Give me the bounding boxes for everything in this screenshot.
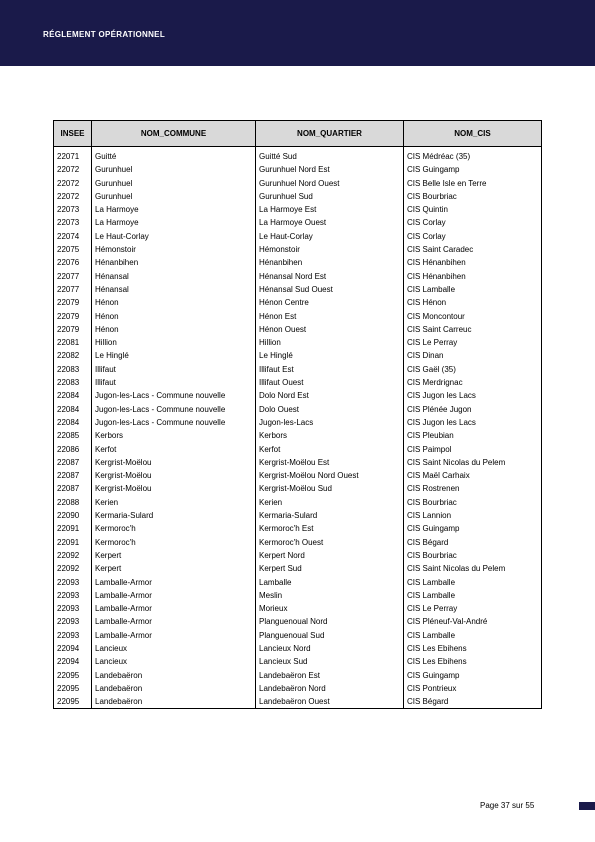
cell-nom-quartier: Morieux <box>256 602 404 615</box>
cell-nom-commune: Hénon <box>92 323 256 336</box>
cell-insee: 22093 <box>54 602 92 615</box>
table-row <box>54 190 542 203</box>
cell-nom-quartier: Guitté Sud <box>256 147 404 164</box>
column-header-nom-cis: NOM_CIS <box>404 121 542 147</box>
table-row <box>54 615 542 628</box>
cell-nom-cis: CIS Le Perray <box>404 602 542 615</box>
cell-nom-commune: Gurunhuel <box>92 177 256 190</box>
cell-nom-commune: Lamballe-Armor <box>92 615 256 628</box>
cell-nom-cis: CIS Hénon <box>404 296 542 309</box>
cell-nom-quartier: Meslin <box>256 589 404 602</box>
cell-nom-commune: Jugon-les-Lacs - Commune nouvelle <box>92 389 256 402</box>
cell-nom-cis: CIS Lamballe <box>404 283 542 296</box>
cell-nom-quartier: Hénansal Sud Ouest <box>256 283 404 296</box>
cell-nom-cis: CIS Hénanbihen <box>404 256 542 269</box>
cell-nom-quartier: Lancieux Sud <box>256 655 404 668</box>
cell-nom-quartier: Hémonstoir <box>256 243 404 256</box>
cell-nom-cis: CIS Pleubian <box>404 429 542 442</box>
cell-nom-quartier: Jugon-les-Lacs <box>256 416 404 429</box>
table-row <box>54 243 542 256</box>
table-row <box>54 230 542 243</box>
cell-insee: 22087 <box>54 469 92 482</box>
cell-insee: 22084 <box>54 416 92 429</box>
cell-nom-commune: Kerpert <box>92 562 256 575</box>
cell-insee: 22086 <box>54 443 92 456</box>
cell-nom-cis: CIS Hénanbihen <box>404 270 542 283</box>
cell-nom-cis: CIS Gaël (35) <box>404 363 542 376</box>
cell-nom-cis: CIS Dinan <box>404 349 542 362</box>
cell-nom-quartier: Landebaëron Nord <box>256 682 404 695</box>
table-row <box>54 456 542 469</box>
cell-nom-cis: CIS Le Perray <box>404 336 542 349</box>
cell-insee: 22076 <box>54 256 92 269</box>
cell-nom-cis: CIS Guingamp <box>404 522 542 535</box>
cell-nom-quartier: Kermoroc'h Ouest <box>256 536 404 549</box>
cell-nom-commune: Illifaut <box>92 376 256 389</box>
cell-nom-cis: CIS Maël Carhaix <box>404 469 542 482</box>
cell-nom-cis: CIS Belle Isle en Terre <box>404 177 542 190</box>
cell-nom-quartier: Lamballe <box>256 576 404 589</box>
cell-insee: 22071 <box>54 147 92 164</box>
cell-nom-quartier: Kermaria-Sulard <box>256 509 404 522</box>
cell-nom-commune: Hénon <box>92 310 256 323</box>
cell-insee: 22088 <box>54 496 92 509</box>
cell-nom-cis: CIS Corlay <box>404 230 542 243</box>
table-row <box>54 642 542 655</box>
cell-insee: 22081 <box>54 336 92 349</box>
table-row <box>54 682 542 695</box>
cell-nom-commune: Illifaut <box>92 363 256 376</box>
column-header-insee: INSEE <box>54 121 92 147</box>
cell-insee: 22075 <box>54 243 92 256</box>
cell-nom-quartier: Kerpert Nord <box>256 549 404 562</box>
cell-nom-quartier: Dolo Nord Est <box>256 389 404 402</box>
table-row <box>54 296 542 309</box>
cell-nom-commune: Kermoroc'h <box>92 536 256 549</box>
table-row <box>54 336 542 349</box>
cell-nom-quartier: Gurunhuel Sud <box>256 190 404 203</box>
cell-nom-quartier: Dolo Ouest <box>256 403 404 416</box>
cell-nom-cis: CIS Jugon les Lacs <box>404 389 542 402</box>
cell-nom-cis: CIS Moncontour <box>404 310 542 323</box>
cell-nom-cis: CIS Quintin <box>404 203 542 216</box>
table-row <box>54 695 542 709</box>
cell-insee: 22093 <box>54 576 92 589</box>
cell-nom-cis: CIS Pléneuf-Val-André <box>404 615 542 628</box>
table-row <box>54 482 542 495</box>
cell-insee: 22093 <box>54 629 92 642</box>
cell-nom-cis: CIS Guingamp <box>404 669 542 682</box>
cell-nom-cis: CIS Jugon les Lacs <box>404 416 542 429</box>
column-header-nom-commune: NOM_COMMUNE <box>92 121 256 147</box>
cell-nom-commune: Hénansal <box>92 283 256 296</box>
cell-nom-commune: Lamballe-Armor <box>92 589 256 602</box>
table-header-row <box>54 121 542 147</box>
table-row <box>54 203 542 216</box>
cell-nom-commune: Gurunhuel <box>92 163 256 176</box>
cell-insee: 22092 <box>54 562 92 575</box>
table-row <box>54 443 542 456</box>
cell-nom-commune: Kermoroc'h <box>92 522 256 535</box>
header-band <box>0 0 595 66</box>
cell-insee: 22090 <box>54 509 92 522</box>
cell-nom-quartier: Kermoroc'h Est <box>256 522 404 535</box>
cell-nom-quartier: Gurunhuel Nord Ouest <box>256 177 404 190</box>
cell-nom-cis: CIS Lamballe <box>404 576 542 589</box>
cell-nom-cis: CIS Lamballe <box>404 629 542 642</box>
cell-nom-commune: Lancieux <box>92 642 256 655</box>
table-row <box>54 469 542 482</box>
cell-nom-cis: CIS Les Ebihens <box>404 642 542 655</box>
cell-nom-commune: La Harmoye <box>92 203 256 216</box>
cell-nom-quartier: Landebaëron Est <box>256 669 404 682</box>
cell-insee: 22091 <box>54 522 92 535</box>
cell-nom-cis: CIS Bégard <box>404 695 542 709</box>
cell-nom-cis: CIS Bourbriac <box>404 190 542 203</box>
cell-insee: 22073 <box>54 203 92 216</box>
table-row <box>54 669 542 682</box>
table-row <box>54 363 542 376</box>
cell-nom-cis: CIS Lamballe <box>404 589 542 602</box>
cell-nom-quartier: Kerien <box>256 496 404 509</box>
cell-nom-quartier: Hénon Centre <box>256 296 404 309</box>
cell-nom-cis: CIS Rostrenen <box>404 482 542 495</box>
cell-nom-commune: Kergrist-Moëlou <box>92 469 256 482</box>
table-row <box>54 256 542 269</box>
cell-nom-commune: Jugon-les-Lacs - Commune nouvelle <box>92 403 256 416</box>
cell-nom-quartier: Planguenoual Sud <box>256 629 404 642</box>
cell-nom-commune: Kerbors <box>92 429 256 442</box>
cell-insee: 22087 <box>54 456 92 469</box>
cell-nom-cis: CIS Les Ebihens <box>404 655 542 668</box>
table-row <box>54 522 542 535</box>
cell-insee: 22093 <box>54 589 92 602</box>
table-row <box>54 629 542 642</box>
cell-nom-quartier: La Harmoye Est <box>256 203 404 216</box>
cell-nom-cis: CIS Saint Nicolas du Pelem <box>404 562 542 575</box>
cell-nom-cis: CIS Merdrignac <box>404 376 542 389</box>
table-row <box>54 376 542 389</box>
cell-insee: 22072 <box>54 163 92 176</box>
cell-nom-cis: CIS Bourbriac <box>404 549 542 562</box>
cell-insee: 22094 <box>54 655 92 668</box>
cell-nom-commune: Landebaëron <box>92 682 256 695</box>
cell-insee: 22092 <box>54 549 92 562</box>
cell-nom-commune: Kermaria-Sulard <box>92 509 256 522</box>
cell-nom-quartier: Kergrist-Moëlou Est <box>256 456 404 469</box>
cell-nom-quartier: Hénon Ouest <box>256 323 404 336</box>
cell-nom-cis: CIS Corlay <box>404 216 542 229</box>
cell-nom-quartier: Gurunhuel Nord Est <box>256 163 404 176</box>
table-row <box>54 549 542 562</box>
table-row <box>54 536 542 549</box>
cell-nom-commune: Lancieux <box>92 655 256 668</box>
cell-nom-commune: Gurunhuel <box>92 190 256 203</box>
table-row <box>54 509 542 522</box>
table-row <box>54 177 542 190</box>
cell-nom-quartier: Lancieux Nord <box>256 642 404 655</box>
cell-nom-quartier: Illifaut Ouest <box>256 376 404 389</box>
cell-nom-commune: Hémonstoir <box>92 243 256 256</box>
table-row <box>54 429 542 442</box>
table-row <box>54 655 542 668</box>
cell-insee: 22083 <box>54 376 92 389</box>
table-body <box>54 147 542 709</box>
table-row <box>54 216 542 229</box>
table-row <box>54 323 542 336</box>
table-row <box>54 602 542 615</box>
cell-nom-commune: Jugon-les-Lacs - Commune nouvelle <box>92 416 256 429</box>
cell-insee: 22077 <box>54 283 92 296</box>
table-row <box>54 147 542 164</box>
cell-nom-quartier: Hénansal Nord Est <box>256 270 404 283</box>
cell-nom-commune: Landebaëron <box>92 669 256 682</box>
cell-insee: 22072 <box>54 190 92 203</box>
page-number: Page 37 sur 55 <box>480 801 535 810</box>
cell-nom-commune: Kergrist-Moëlou <box>92 456 256 469</box>
cell-nom-quartier: Planguenoual Nord <box>256 615 404 628</box>
table-row <box>54 389 542 402</box>
cell-nom-cis: CIS Médréac (35) <box>404 147 542 164</box>
table-row <box>54 310 542 323</box>
cell-insee: 22077 <box>54 270 92 283</box>
cell-nom-cis: CIS Pontrieux <box>404 682 542 695</box>
cell-nom-quartier: Kerbors <box>256 429 404 442</box>
commune-table <box>53 120 542 709</box>
cell-nom-quartier: Le Hinglé <box>256 349 404 362</box>
cell-insee: 22093 <box>54 615 92 628</box>
table-row <box>54 589 542 602</box>
cell-nom-quartier: Kergrist-Moëlou Sud <box>256 482 404 495</box>
cell-nom-commune: Hillion <box>92 336 256 349</box>
cell-nom-commune: Kerpert <box>92 549 256 562</box>
cell-nom-commune: Lamballe-Armor <box>92 576 256 589</box>
cell-nom-quartier: Hillion <box>256 336 404 349</box>
cell-nom-cis: CIS Paimpol <box>404 443 542 456</box>
cell-nom-quartier: Kerfot <box>256 443 404 456</box>
cell-nom-commune: Le Hinglé <box>92 349 256 362</box>
cell-insee: 22079 <box>54 296 92 309</box>
table-row <box>54 416 542 429</box>
table-row <box>54 163 542 176</box>
cell-nom-commune: Lamballe-Armor <box>92 629 256 642</box>
cell-nom-commune: Hénanbihen <box>92 256 256 269</box>
cell-nom-quartier: Kerpert Sud <box>256 562 404 575</box>
cell-nom-commune: Guitté <box>92 147 256 164</box>
cell-insee: 22095 <box>54 682 92 695</box>
cell-nom-commune: La Harmoye <box>92 216 256 229</box>
cell-insee: 22079 <box>54 310 92 323</box>
cell-nom-commune: Kergrist-Moëlou <box>92 482 256 495</box>
cell-nom-quartier: La Harmoye Ouest <box>256 216 404 229</box>
cell-insee: 22095 <box>54 669 92 682</box>
cell-insee: 22095 <box>54 695 92 709</box>
table-row <box>54 403 542 416</box>
cell-insee: 22082 <box>54 349 92 362</box>
cell-insee: 22079 <box>54 323 92 336</box>
cell-nom-quartier: Hénon Est <box>256 310 404 323</box>
column-header-nom-quartier: NOM_QUARTIER <box>256 121 404 147</box>
table-row <box>54 496 542 509</box>
cell-nom-cis: CIS Plénée Jugon <box>404 403 542 416</box>
cell-insee: 22094 <box>54 642 92 655</box>
cell-nom-cis: CIS Bourbriac <box>404 496 542 509</box>
footer-brand-mark <box>579 802 595 810</box>
cell-insee: 22085 <box>54 429 92 442</box>
cell-nom-quartier: Illifaut Est <box>256 363 404 376</box>
cell-nom-cis: CIS Lannion <box>404 509 542 522</box>
cell-insee: 22073 <box>54 216 92 229</box>
cell-nom-commune: Landebaëron <box>92 695 256 709</box>
cell-nom-cis: CIS Saint Carreuc <box>404 323 542 336</box>
cell-insee: 22087 <box>54 482 92 495</box>
cell-nom-commune: Le Haut-Corlay <box>92 230 256 243</box>
cell-nom-commune: Hénon <box>92 296 256 309</box>
cell-insee: 22072 <box>54 177 92 190</box>
cell-nom-quartier: Landebaëron Ouest <box>256 695 404 709</box>
table-row <box>54 562 542 575</box>
cell-nom-quartier: Kergrist-Moëlou Nord Ouest <box>256 469 404 482</box>
cell-nom-quartier: Le Haut-Corlay <box>256 230 404 243</box>
cell-nom-cis: CIS Bégard <box>404 536 542 549</box>
cell-nom-commune: Kerien <box>92 496 256 509</box>
cell-nom-cis: CIS Saint Caradec <box>404 243 542 256</box>
table-row <box>54 270 542 283</box>
cell-insee: 22083 <box>54 363 92 376</box>
cell-nom-cis: CIS Guingamp <box>404 163 542 176</box>
cell-insee: 22084 <box>54 403 92 416</box>
table-row <box>54 283 542 296</box>
cell-insee: 22091 <box>54 536 92 549</box>
cell-insee: 22084 <box>54 389 92 402</box>
table-row <box>54 349 542 362</box>
cell-nom-commune: Lamballe-Armor <box>92 602 256 615</box>
table-row <box>54 576 542 589</box>
cell-nom-commune: Kerfot <box>92 443 256 456</box>
document-title: RÉGLEMENT OPÉRATIONNEL <box>43 30 166 39</box>
cell-nom-commune: Hénansal <box>92 270 256 283</box>
cell-nom-quartier: Hénanbihen <box>256 256 404 269</box>
cell-nom-cis: CIS Saint Nicolas du Pelem <box>404 456 542 469</box>
cell-insee: 22074 <box>54 230 92 243</box>
